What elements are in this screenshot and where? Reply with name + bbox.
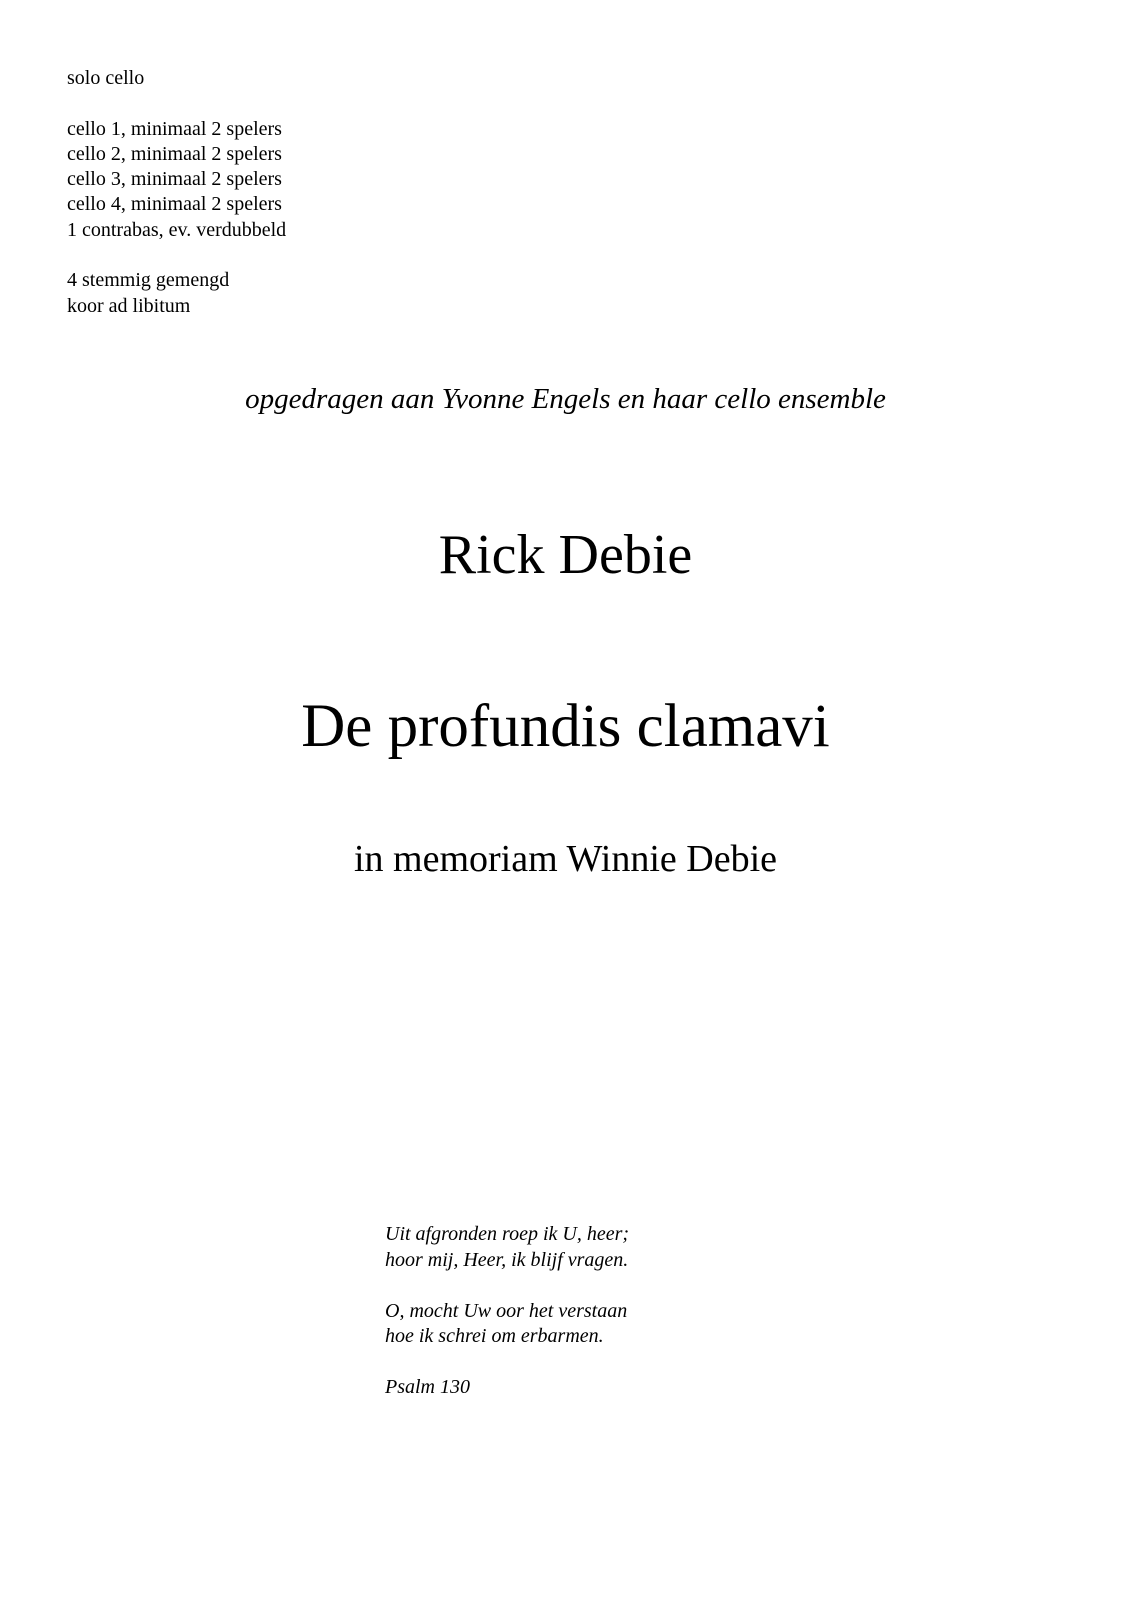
instrumentation-list — [67, 66, 286, 319]
spacer — [385, 1350, 629, 1376]
work-subtitle: in memoriam Winnie Debie — [353, 838, 778, 880]
work-title: De profundis clamavi — [301, 693, 830, 760]
poem-line: hoor mij, Heer, ik blijf vragen. — [385, 1248, 629, 1271]
poem-line: hoe ik schrei om erbarmen. — [385, 1325, 604, 1347]
spacer — [67, 243, 286, 268]
instrument-part: cello 2, minimaal 2 spelers — [67, 142, 282, 165]
choir-line: 4 stemmig gemengd — [67, 269, 230, 292]
instrument-part: cello 3, minimaal 2 spelers — [67, 168, 282, 191]
poem-line: Uit afgronden roep ik U, heer; — [385, 1223, 630, 1245]
poem-source: Psalm 130 — [385, 1376, 470, 1398]
psalm-quote — [385, 1222, 629, 1401]
composer-name: Rick Debie — [438, 524, 693, 586]
dedication-text: opgedragen aan Yvonne Engels en haar cello ensemble — [245, 383, 886, 415]
choir-line: koor ad libitum — [67, 294, 191, 317]
spacer — [385, 1273, 629, 1299]
dedication — [0, 381, 1131, 417]
instrument-solo: solo cello — [67, 67, 145, 89]
instrument-part: 1 contrabas, ev. verdubbeld — [67, 218, 287, 241]
instrument-part: cello 4, minimaal 2 spelers — [67, 193, 282, 216]
poem-line: O, mocht Uw oor het verstaan — [385, 1299, 628, 1322]
instrument-part: cello 1, minimaal 2 spelers — [67, 117, 282, 140]
spacer — [67, 91, 286, 116]
